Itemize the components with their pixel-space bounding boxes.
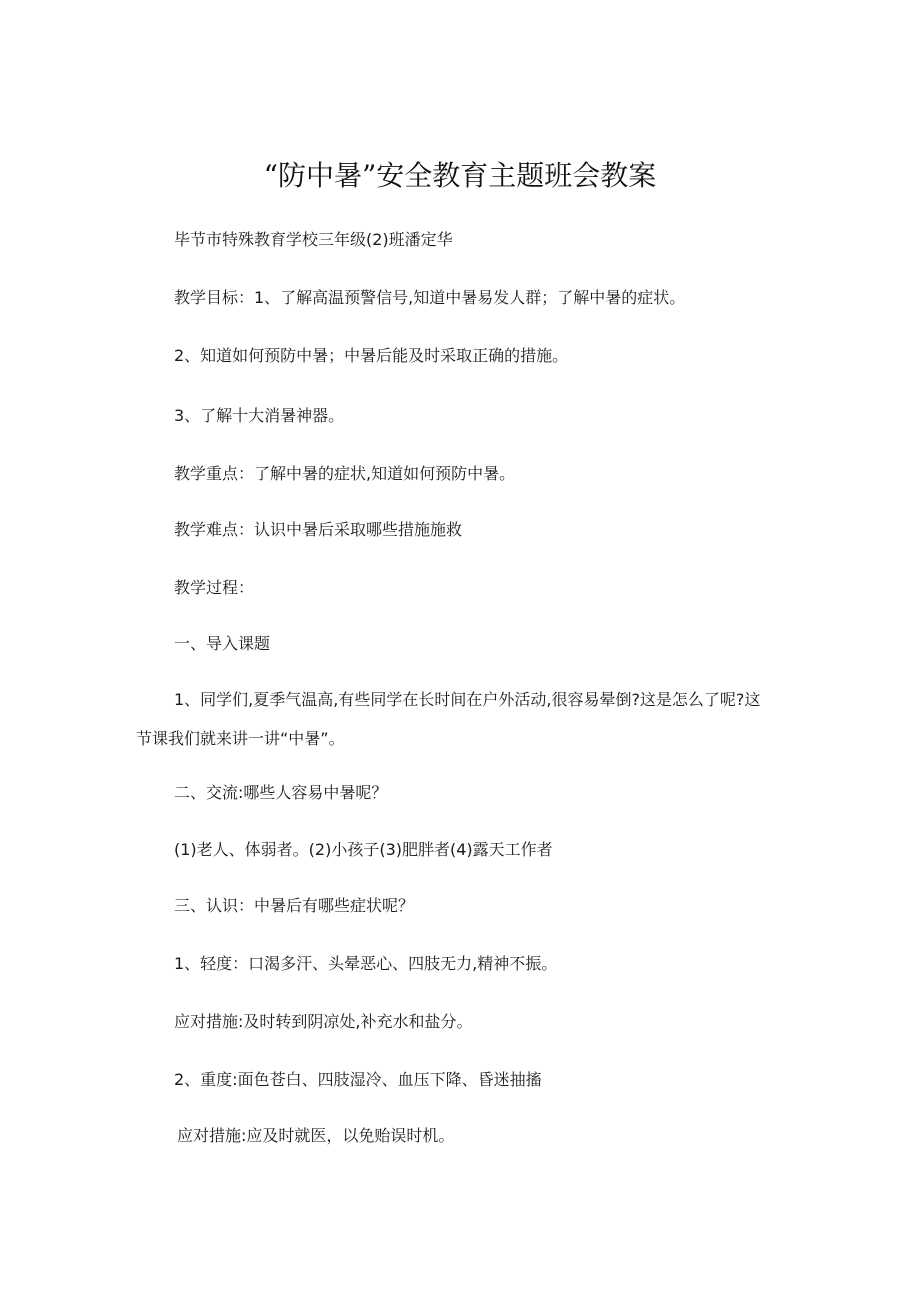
teaching-process-heading: 教学过程： — [174, 578, 255, 597]
teaching-goal-2: 2、知道如何预防中暑；中暑后能及时采取正确的措施。 — [174, 346, 569, 365]
teaching-goal-1: 教学目标：1、了解高温预警信号,知道中暑易发人群；了解中暑的症状。 — [174, 288, 686, 307]
section-1-paragraph: 1、同学们,夏季气温高,有些同学在长时间在户外活动,很容易晕倒?这是怎么了呢?这节课我们就来讲一讲“中暑”。 — [136, 690, 761, 748]
mild-symptoms: 1、轻度：口渴多汗、头晕恶心、四肢无力,精神不振。 — [174, 954, 558, 973]
section-1-heading: 一、导入课题 — [174, 634, 271, 653]
section-2-heading: 二、交流:哪些人容易中暑呢？ — [174, 783, 388, 802]
teaching-key-point: 教学重点：了解中暑的症状,知道如何预防中暑。 — [174, 464, 516, 483]
document-title: “防中暑”安全教育主题班会教案 — [263, 159, 657, 192]
severe-measures: 应对措施:应及时就医，以免贻误时机。 — [177, 1126, 455, 1145]
severe-symptoms: 2、重度:面色苍白、四肢湿冷、血压下降、昏迷抽搐 — [174, 1070, 542, 1089]
teaching-difficulty: 教学难点：认识中暑后采取哪些措施施救 — [174, 520, 463, 539]
section-3-heading: 三、认识：中暑后有哪些症状呢？ — [174, 896, 415, 915]
author-line: 毕节市特殊教育学校三年级(2)班潘定华 — [174, 230, 453, 249]
section-2-list: (1)老人、体弱者。(2)小孩子(3)肥胖者(4)露天工作者 — [174, 840, 553, 859]
teaching-goal-3: 3、了解十大消暑神器。 — [174, 406, 345, 425]
mild-measures: 应对措施:及时转到阴凉处,补充水和盐分。 — [174, 1012, 473, 1031]
